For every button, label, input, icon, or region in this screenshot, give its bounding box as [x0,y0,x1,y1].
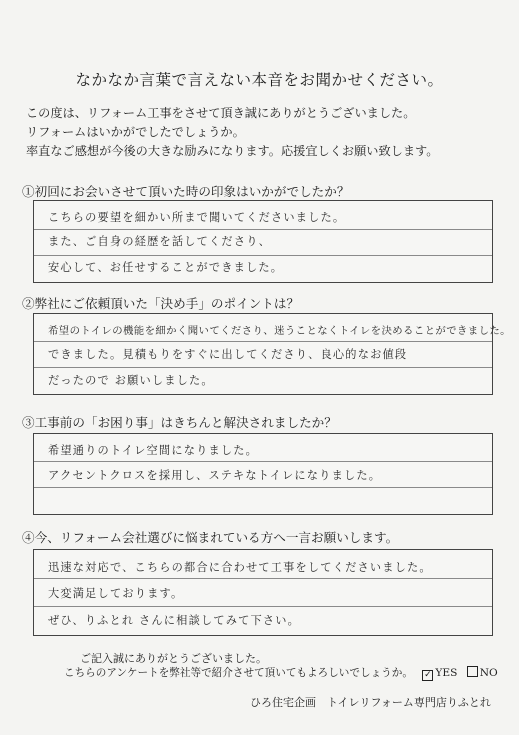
yes-label: YES [435,667,458,679]
question-4-label: ④今、リフォーム会社選びに悩まれている方へ一言お願いします。 [22,530,399,545]
handwritten-answer-line: 大変満足しております。 [48,587,184,600]
consent-question: こちらのアンケートを弊社等で紹介させて頂いてもよろしいでしょうか。 [64,667,413,679]
answer-box-1 [33,200,493,283]
thanks-text: ご記入誠にありがとうございました。 [80,652,267,665]
ruled-line [34,255,492,256]
intro-text [26,104,438,161]
answer-box-4 [33,549,493,636]
handwritten-answer-line: できました。見積もりをすぐに出してくださり、良心的なお値段 [48,348,408,361]
handwritten-answer-line: 迅速な対応で、こちらの都合に合わせて工事をしてくださいました。 [48,561,432,574]
answer-box-3 [33,433,493,515]
company-signature: ひろ住宅企画 トイレリフォーム専門店りふとれ [250,696,491,709]
intro-line: この度は、リフォーム工事をさせて頂き誠にありがとうございました。 [26,106,416,120]
ruled-line [34,341,492,342]
handwritten-answer-line: ぜひ、りふとれ さんに相談してみて下さい。 [48,614,301,627]
intro-line: リフォームはいかがでしたでしょうか。 [26,125,245,139]
ruled-line [34,487,492,488]
page-title: なかなか言葉で言えない本音をお聞かせください。 [75,71,444,89]
handwritten-answer-line: また、ご自身の経歴を話してくださり、 [48,235,271,248]
ruled-line [34,578,492,579]
handwritten-answer-line: 安心して、お任せすることができました。 [48,261,284,274]
ruled-line [34,367,492,368]
handwritten-answer-line: だったので お願いしました。 [48,374,214,387]
ruled-line [34,606,492,607]
intro-line: 率直なご感想が今後の大きな励みになります。応援宜しくお願い致します。 [26,144,439,158]
yes-checkbox[interactable]: ✓ [424,670,432,680]
no-checkbox[interactable] [467,666,478,677]
handwritten-answer-line: こちらの要望を細かい所まで聞いてくださいました。 [48,211,346,224]
handwritten-answer-line: 希望のトイレの機能を細かく聞いてくださり、迷うことなくトイレを決めることができました。 [48,325,511,337]
question-2-label: ②弊社にご依頼頂いた「決め手」のポイントは？ [22,296,300,311]
question-1-label: ①初回にお会いさせて頂いた時の印象はいかがでしたか？ [22,184,350,199]
ruled-line [34,461,492,462]
ruled-line [34,229,492,230]
consent-row [64,665,498,681]
handwritten-answer-line: アクセントクロスを採用し、ステキなトイレになりました。 [48,469,382,482]
handwritten-answer-line: 希望通りのトイレ空間になりました。 [48,444,259,457]
no-label: NO [479,667,498,679]
answer-box-2 [33,313,511,395]
question-3-label: ③工事前の「お困り事」はきちんと解決されましたか？ [22,415,337,430]
